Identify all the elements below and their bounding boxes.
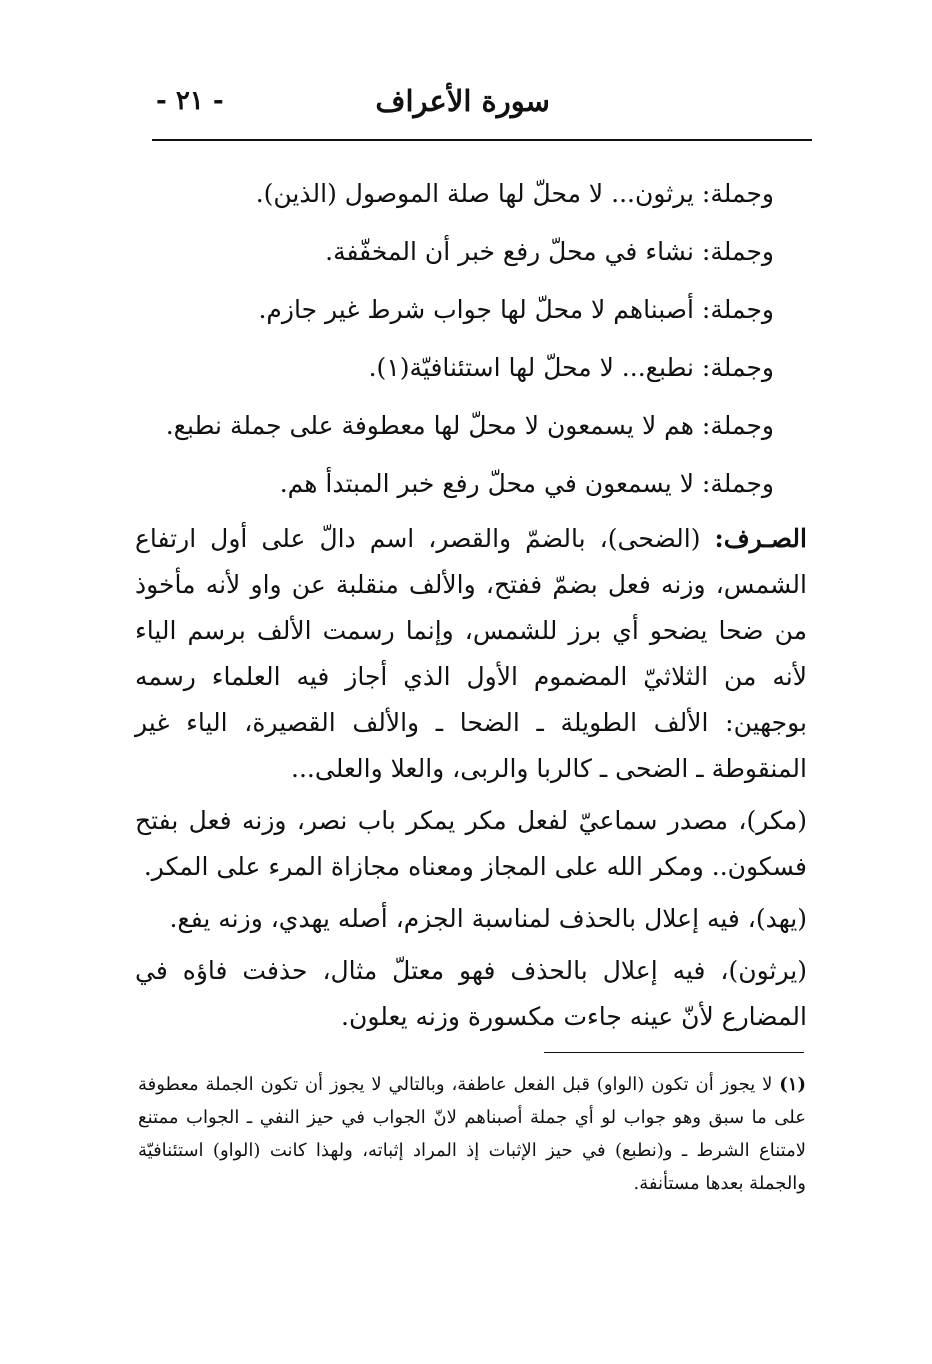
- section-label: الصـرف:: [714, 524, 807, 553]
- morphology-paragraph: [135, 516, 807, 792]
- page-header: [150, 84, 812, 134]
- sentence-line: وجملة: نشاء في محلّ رفع خبر أن المخفّفة.: [325, 237, 774, 266]
- footnote: [138, 1068, 806, 1200]
- sentence-line: وجملة: يرثون... لا محلّ لها صلة الموصول (الذين).: [255, 179, 774, 208]
- footnote-divider: [544, 1052, 804, 1053]
- footnote-text: لا يجوز أن تكون (الواو) قبل الفعل عاطفة، وبالتالي لا يجوز أن تكون الجملة معطوفة على ما سبق وهو جواب لو أي جملة أصبناهم لانّ الجواب في حيز النفي ـ الجواب ممتنع لامتناع الشرط ـ و(نطبع) في حيز الإثبات إذ المراد إثباته، ولهذا كانت (الواو) استئنافيّة والجملة بعدها مستأنفة.: [138, 1074, 806, 1194]
- surah-title: سورة الأعراف: [375, 84, 550, 118]
- morphology-section: [135, 516, 807, 1046]
- footnote-marker: (١): [779, 1074, 806, 1095]
- header-divider: [152, 139, 812, 141]
- sentence-line: وجملة: هم لا يسمعون لا محلّ لها معطوفة على جملة نطبع.: [165, 411, 774, 440]
- page-number: - ٢١ -: [156, 86, 224, 116]
- sentence-analysis-list: [150, 170, 774, 518]
- sentence-line: وجملة: نطبع... لا محلّ لها استئنافيّة(١).: [368, 353, 774, 382]
- morphology-paragraph: (يرثون)، فيه إعلال بالحذف فهو معتلّ مثال، حذفت فاؤه في المضارع لأنّ عينه جاءت مكسورة وزنه يعلون.: [135, 956, 807, 1031]
- morphology-paragraph: (مكر)، مصدر سماعيّ لفعل مكر يمكر باب نصر، وزنه فعل بفتح فسكون.. ومكر الله على المجاز ومعناه مجازاة المرء على المكر.: [135, 806, 807, 881]
- paragraph-text: (الضحى)، بالضمّ والقصر، اسم دالّ على أول ارتفاع الشمس، وزنه فعل بضمّ ففتح، والألف منقلبة عن واو لأنه مأخوذ من ضحا يضحو أي برز للشمس، وإنما رسمت الألف برسم الياء لأنه من الثلاثيّ المضموم الأول الذي أجاز فيه العلماء رسمه بوجهين: الألف الطويلة ـ الضحا ـ والألف القصيرة، الياء غير المنقوطة ـ الضحى ـ كالربا والربى، والعلا والعلى...: [135, 524, 807, 783]
- morphology-paragraph: (يهد)، فيه إعلال بالحذف لمناسبة الجزم، أصله يهدي، وزنه يفع.: [169, 904, 807, 933]
- sentence-line: وجملة: أصبناهم لا محلّ لها جواب شرط غير جازم.: [258, 295, 774, 324]
- sentence-line: وجملة: لا يسمعون في محلّ رفع خبر المبتدأ هم.: [279, 469, 774, 498]
